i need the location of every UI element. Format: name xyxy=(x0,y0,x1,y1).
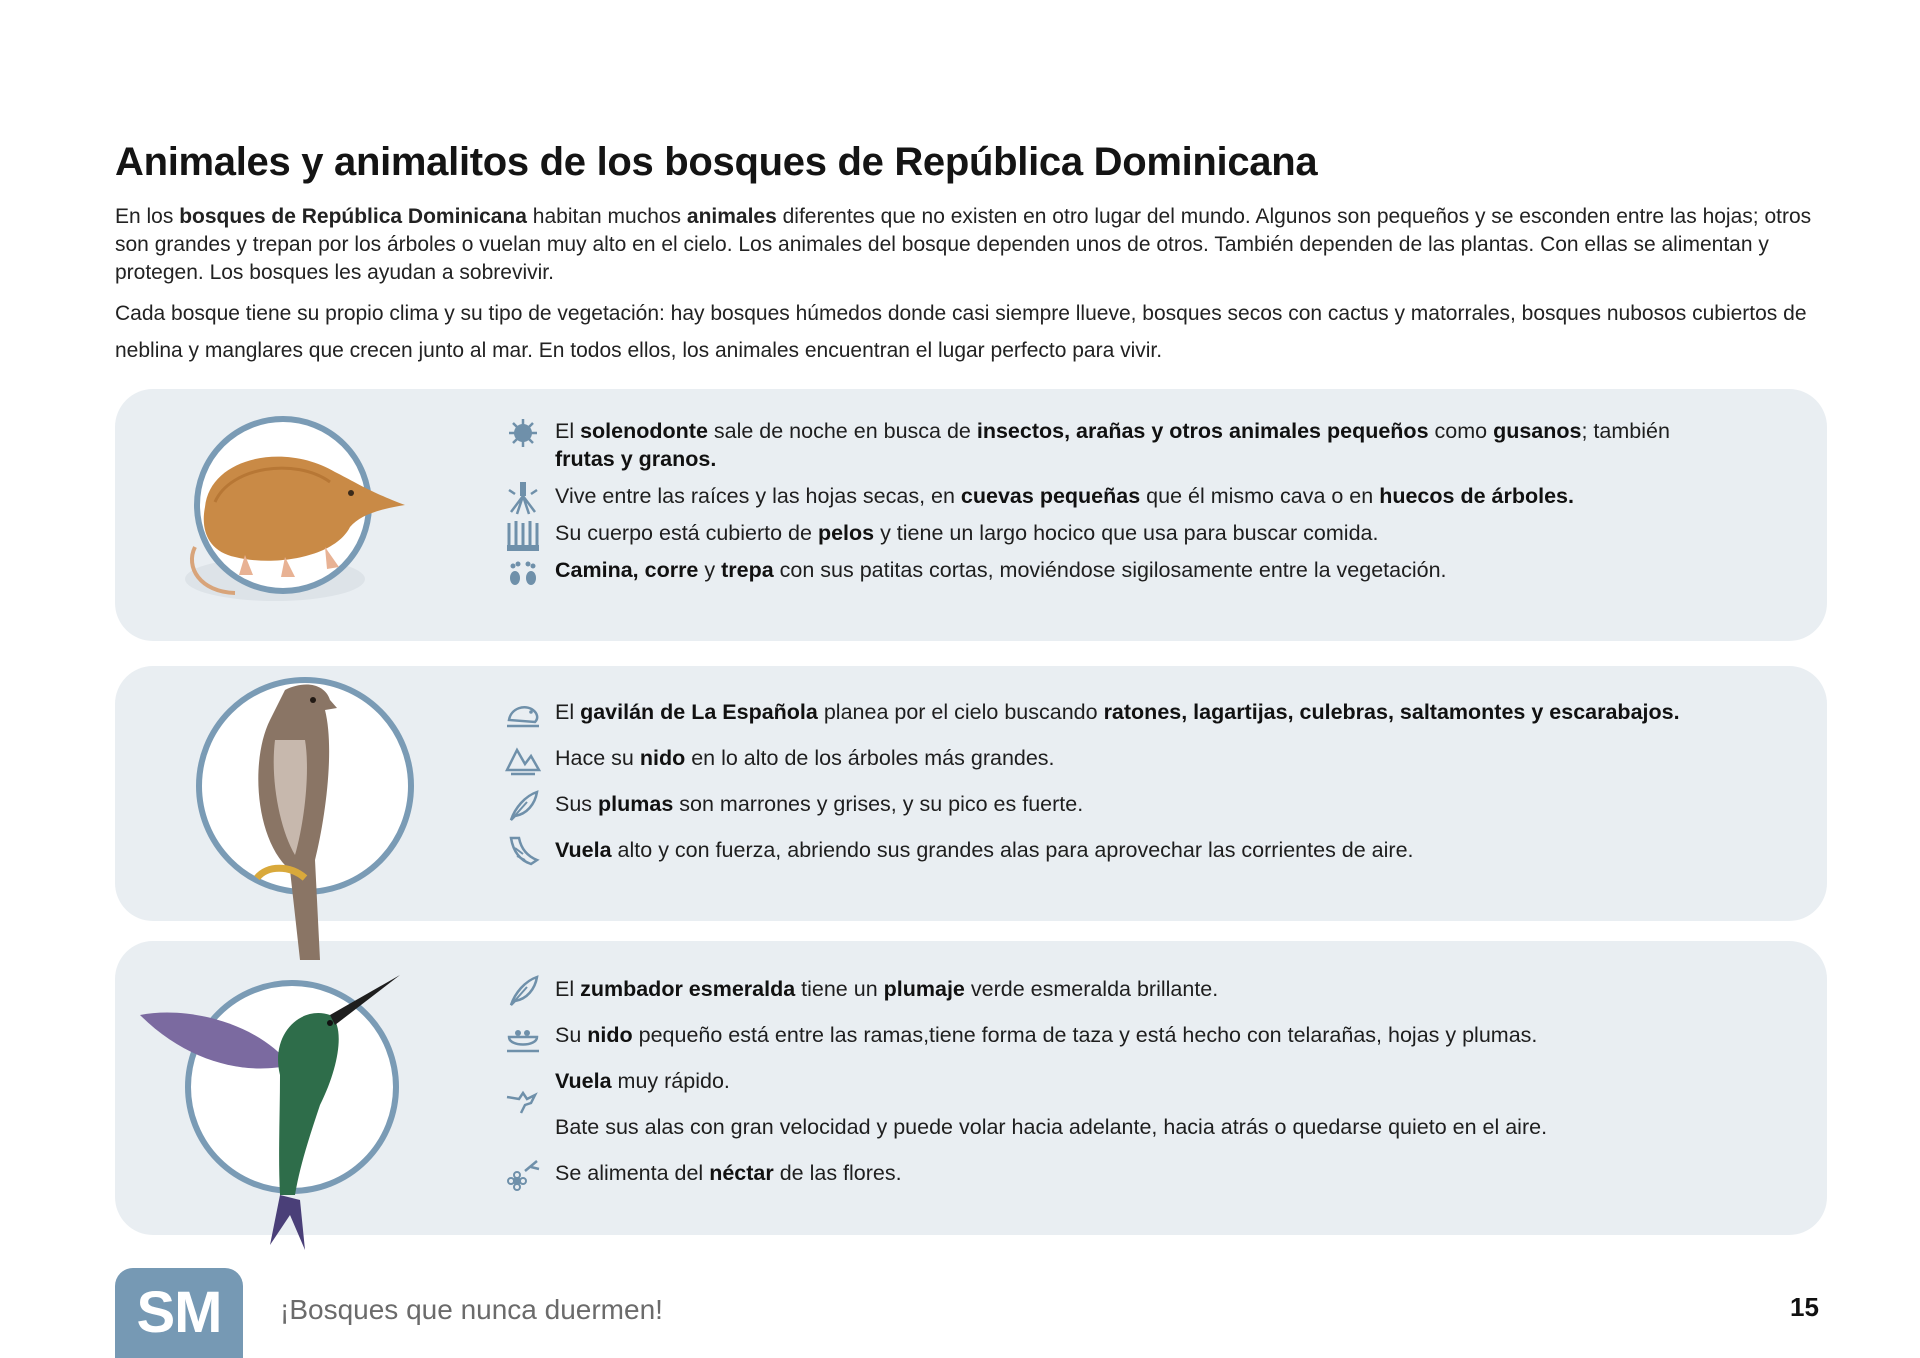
zumbador-facts xyxy=(505,975,1805,1205)
intro-paragraph-1: En los bosques de República Dominicana habitan muchos animales diferentes que no existen en otro lugar del mundo. Algunos son pequeños y se esconden entre las hojas; otros son grandes y trepan por los árboles o vuelan muy alto en el cielo. Los animales del bosque dependen unos de otros. También dependen de las plantas. Con ellas se alimentan y protegen. Los bosques les ayudan a sobrevivir. xyxy=(115,205,1812,284)
nest-tree-icon xyxy=(505,742,541,778)
feather-icon xyxy=(505,973,541,1009)
fact-item: Vive entre las raíces y las hojas secas, en cuevas pequeñas que él mismo cava o en huecos de árboles. xyxy=(505,482,1735,510)
fact-item: El solenodonte sale de noche en busca de insectos, arañas y otros animales pequeños como gusanos; también frutas y granos. xyxy=(505,417,1735,473)
fact-item: El zumbador esmeralda tiene un plumaje verde esmeralda brillante. xyxy=(505,975,1805,1003)
hummingbird-flight-icon xyxy=(505,1083,541,1119)
fur-icon xyxy=(505,517,541,553)
hawk-illustration xyxy=(195,670,435,970)
fact-item: Hace su nido en lo alto de los árboles más grandes. xyxy=(505,744,1805,772)
hummingbird-illustration xyxy=(130,965,420,1255)
fact-item: Camina, corre y trepa con sus patitas cortas, moviéndose sigilosamente entre la vegetación. xyxy=(505,556,1735,584)
intro-paragraph-2: Cada bosque tiene su propio clima y su tipo de vegetación: hay bosques húmedos donde casi siempre llueve, bosques secos con cactus y matorrales, bosques nubosos cubiertos de neblina y manglares que crecen junto al mar. En todos ellos, los animales encuentran el lugar perfecto para vivir. xyxy=(115,302,1807,362)
solenodon-illustration xyxy=(155,397,415,612)
prey-icon xyxy=(505,696,541,732)
fact-item: Sus plumas son marrones y grises, y su pico es fuerte. xyxy=(505,790,1805,818)
intro-text xyxy=(115,203,1827,377)
paw-icon xyxy=(505,554,541,590)
food-bug-icon xyxy=(505,415,541,451)
footer-book-title: ¡Bosques que nunca duermen! xyxy=(280,1294,663,1325)
fact-item: Vuela muy rápido. Bate sus alas con gran velocidad y puede volar hacia adelante, hacia atrás o quedarse quieto en el aire. xyxy=(505,1067,1805,1141)
card-solenodonte xyxy=(115,389,1827,641)
fact-item: Su cuerpo está cubierto de pelos y tiene un largo hocico que usa para buscar comida. xyxy=(505,519,1735,547)
fact-item: Se alimenta del néctar de las flores. xyxy=(505,1159,1805,1187)
gavilan-facts xyxy=(505,698,1805,882)
feather-icon xyxy=(505,788,541,824)
wing-icon xyxy=(505,834,541,870)
publisher-logo: SM xyxy=(115,1268,243,1358)
fact-extra: Bate sus alas con gran velocidad y puede volar hacia adelante, hacia atrás o quedarse quieto en el aire. xyxy=(555,1115,1548,1139)
nest-icon xyxy=(505,1019,541,1055)
fact-item: Su nido pequeño está entre las ramas,tiene forma de taza y está hecho con telarañas, hojas y plumas. xyxy=(505,1021,1805,1049)
fact-item: El gavilán de La Española planea por el cielo buscando ratones, lagartijas, culebras, saltamontes y escarabajos. xyxy=(505,698,1805,726)
solenodonte-facts xyxy=(505,417,1735,593)
fact-item: Vuela alto y con fuerza, abriendo sus grandes alas para aprovechar las corrientes de aire. xyxy=(505,836,1805,864)
flower-nectar-icon xyxy=(505,1157,541,1193)
page-title: Animales y animalitos de los bosques de República Dominicana xyxy=(115,140,1318,184)
page-number: 15 xyxy=(1790,1292,1819,1322)
roots-icon xyxy=(505,480,541,516)
